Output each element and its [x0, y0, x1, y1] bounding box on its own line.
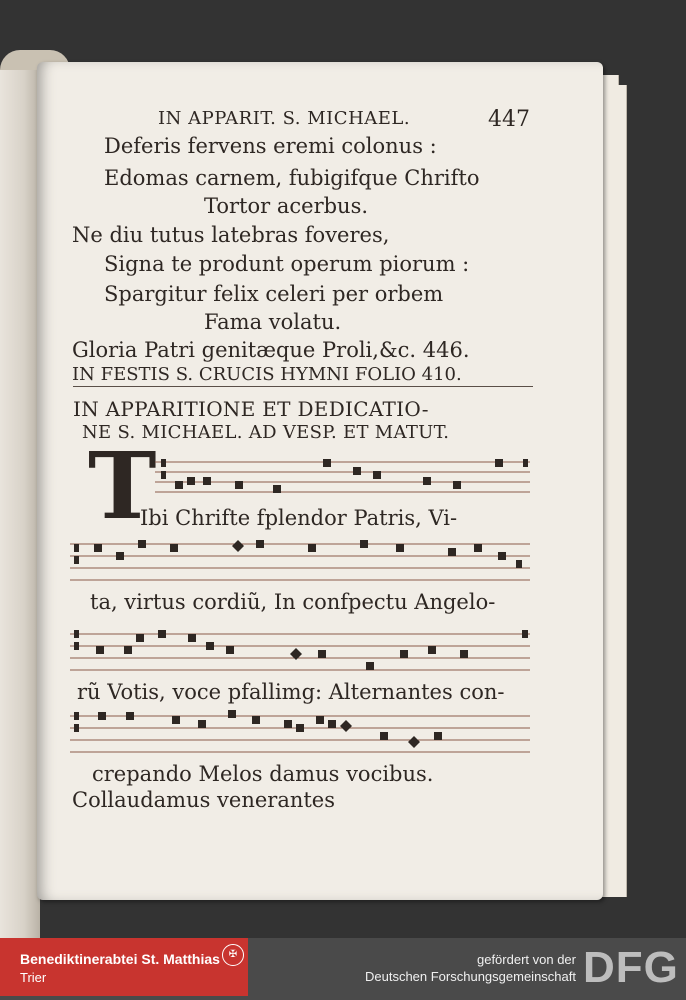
- hymn-line: IN FESTIS S. CRUCIS HYMNI FOLIO 410.: [72, 364, 462, 385]
- seal-icon: ✠: [222, 944, 244, 966]
- section-title-line: NE S. MICHAEL. AD VESP. ET MATUT.: [82, 422, 450, 443]
- left-page-edge: [0, 70, 40, 938]
- page-stack-edge: [600, 85, 627, 897]
- divider-rule: [73, 386, 533, 387]
- drop-cap: T: [88, 432, 157, 540]
- dfg-logo[interactable]: DFG: [583, 943, 679, 992]
- hymn-line: Gloria Patri genitæque Proli,&c. 446.: [72, 338, 470, 362]
- chant-lyric: crepando Melos damus vocibus.: [92, 762, 434, 786]
- hymn-line: Spargitur felix celeri per orbem: [104, 282, 444, 306]
- funding-line: gefördert von der: [476, 952, 576, 967]
- chant-lyric: rũ Votis, voce pfallimg: Alternantes con-: [77, 680, 505, 704]
- music-staff: [70, 628, 530, 676]
- funding-line: Deutschen Forschungsgemeinschaft: [364, 969, 576, 984]
- chant-lyric: ta, virtus cordiũ, In confpectu Angelo-: [90, 590, 496, 614]
- section-title-line: IN APPARITIONE ET DEDICATIO-: [73, 397, 429, 421]
- chant-lyric: Ibi Chrifte fplendor Patris, Vi-: [140, 506, 458, 530]
- hymn-line: Fama volatu.: [204, 310, 342, 334]
- music-staff: [155, 457, 530, 497]
- institution-name: Benediktinerabtei St. Matthias: [20, 951, 220, 967]
- footer-bar: [0, 938, 686, 1000]
- hymn-line: Edomas carnem, fubigifque Chrifto: [104, 166, 480, 190]
- hymn-line: Signa te produnt operum piorum :: [104, 252, 470, 276]
- running-title: IN APPARIT. S. MICHAEL.: [158, 108, 411, 129]
- institution-city: Trier: [20, 970, 47, 985]
- hymn-line: Tortor acerbus.: [204, 194, 369, 218]
- music-staff: [70, 538, 530, 586]
- hymn-line: Ne diu tutus latebras foveres,: [72, 223, 390, 247]
- hymn-line: Deferis fervens eremi colonus :: [104, 134, 437, 158]
- page-number: 447: [488, 107, 530, 132]
- music-staff: [70, 710, 530, 758]
- institution-banner[interactable]: [0, 938, 248, 996]
- chant-lyric: Collaudamus venerantes: [72, 788, 336, 812]
